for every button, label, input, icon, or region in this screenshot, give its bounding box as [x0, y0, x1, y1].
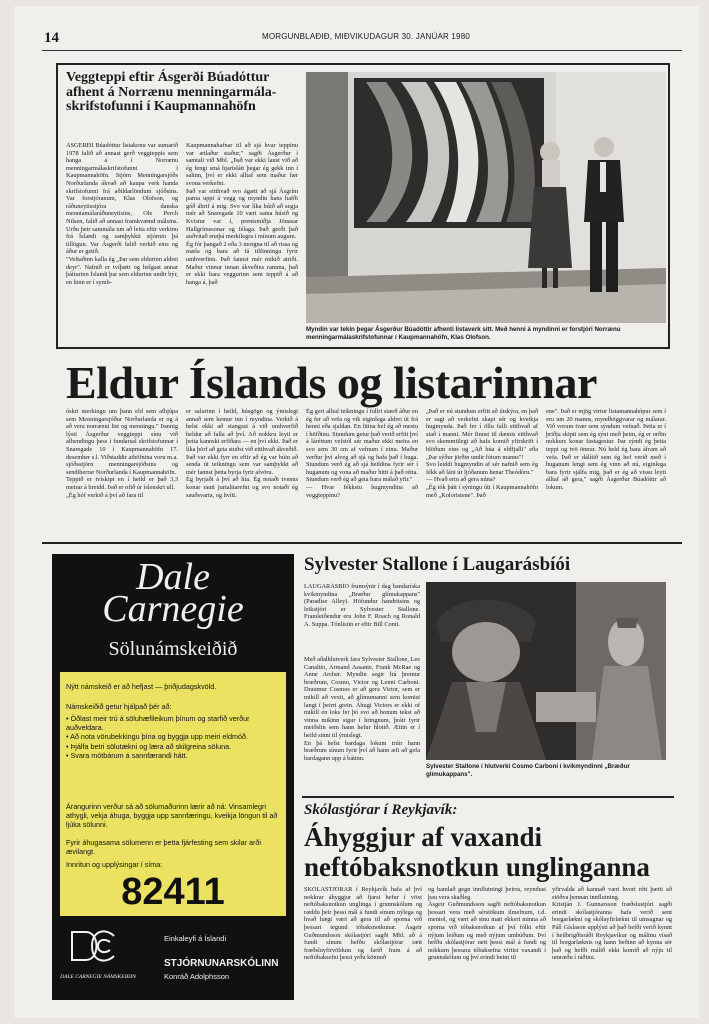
ad-body: Árangurinn verður sá að sölumaðurinn lærir að ná: Vinsamlegri athygli, vekja áhuga, byggja upp sannfæringu, kveikja löngun til að ljúka sölunni. [66, 802, 278, 830]
ad-benefit-item: • Svara mótbárum á sannfærandi hátt. [66, 750, 188, 760]
story2-column-2: er salurinn í heild, húsgögn og ýmislegt annað sem kemur inn í myndina. Verkið á helst ekki að stangast á við umhverfið heldur að falla að því. Að nokkru leyti er þetta kannski erfiðara — en því ekki. Það er líka þörf að geta stuðst við eitthvað ákveðið. Það var ekki fyrr en eftir að ég var búin að senda út teikningu sem var samþykkt að mér fannst þetta byrja fyrir alvöru. Ég byrjaði á því að lita. Ég notaði tvenns konar rautt jurtalitarefni og svo notaði ég sauðsvarta, og hvítt. [186, 408, 298, 499]
dale-carnegie-ad [52, 554, 294, 1000]
story2-column-3: Ég geri alltaf teikningu í fullri stærð áður en ég fer að vefa og vik eiginlega aldrei út frá henni eða sjaldan. En litina hef ég að mestu í höfðinu. Stundum getur það verið erfitt því á láréttum vefstól sér maður ekki meira en svo sem 30 cm af vefnum í einu. Maður verður því alveg að sjá og hafa það í huga. Stundum verð ég að sjá heildina fyrir sér í huganum og vona að maður hitti á það rétta. Stundum verð ég að geta bara málað yfir." — Hvar fékkstu hugmyndina að veggteppinu? [306, 408, 418, 499]
header-rule [42, 50, 682, 51]
newspaper-page [14, 6, 699, 1018]
story2-column-1: óskri merkingu um þann eld sem afhjúpa sem Menningarsjóður Norðurlanda er og á að vera norrænni list og menningu." Þannig lýsti Ásgerður veggteppi sínu við afhendingu þess í fundarsal skrifstofunnar í Snaregade 10 í Kaupmannahöfn 17. desember s.l. Viðstaddir athöfnina voru m.a. sjóðsstjórn menningarsjóðsins og sendiherrar Norðurlanda í Kaupmannahöfn. Teppið er tvískipt en í heild er það 3,3 metrar á breidd. Það er ofið úr íslenskri ull. „Ég hóf verkið á því að fara til [66, 408, 178, 499]
story1-column-1: ÁSGERÐI Búadóttur listakonu var sumarið 1978 falið að annast gerð veggteppis sem hanga á í Norrænu menningarmálaskrifstofunni í Kaupmannahöfn. Stjórn Menningarsjóðs Norðurlanda ákvað að kaupa verk handa skrifstofunni frá aðildarlöndum sjóðsins. Var forstjóranum, Klas Olofson, og ráðuneytisstjóra danska menntamálaráðuneytisins, Ole Perch Nilsen, falið að annast framkvæmd málsins. Urðu þeir sammála um að leita eftir verkinu frá Íslandi og samþykkti stjórnin þá tillögun. Var Ásgerði falið verkið eins og áður er getið. "Veftaðinn kalla ég „Þar sem eldurinn aldrei deyr". Nafnið er tvíþætt og helgast annar þátturinn Íslandi þar sem eldurinn undir býr, en hinn er í symb- [66, 142, 178, 286]
stallone-photo-drawing [426, 582, 666, 760]
ad-logo-caption: DALE CARNEGIE NÁMSKEIÐIN [60, 974, 136, 980]
ad-benefit-item: • Öðlast meir trú á söluhæfileikum þínum og starfið verður auðveldara. [66, 714, 250, 733]
ad-intro: Nýtt námskeið er að hefjast — þriðjudagskvöld. [66, 682, 217, 691]
stallone-lead: LAUGARÁSBÍÓ frumsýnir í dag bandaríska kvikmyndina „Bræður glímukappans" (Paradise Alley). Höfundur handritsins og leikstjóri er Sylvester Stallone. Framleiðendur eru John F. Roach og Ronald A. Suppa. Tónlistin er eftir Bill Conti. [304, 583, 420, 628]
stallone-headline: Sylvester Stallone í Laugarásbíói [304, 554, 571, 575]
ad-benefit-item: • Að nota vörubekkingu þína og byggja upp meiri eldmóð. [66, 732, 248, 742]
skola-headline: Áhyggjur af vaxandi neftóbaksnotkun unglinganna [304, 822, 650, 882]
ad-benefit-item: • Þjálfa betri sölutækni og læra að skilgreina söluna. [66, 741, 232, 751]
skola-rule [302, 796, 674, 798]
story2-column-5: ene". Það er mjög virtur listamannahópur sem í eru um 20 manns, myndhöggvarar og málarar. Við vorum tvær sem sýndum vefnað. Þetta er í þriðja skipti sem ég sýni með þeim, ég er orðin nokkurs konar fastagestur. Þar sýndi ég þetta teppi og tvö önnur. Nú held ég bara áfram að vefa. Það er dálítið sem ég hef verið með í huganum lengi sem ég vinn að nú, eiginlega bara fyrir sjálfa mig, það er ég að vissu leyti alltaf að gera," sagði Ásgerður Búadóttir að lokum. [546, 408, 666, 491]
stallone-caption: Sylvester Stallone í hlutverki Cosmo Carboni í kvikmyndinni „Bræður glímukappans". [426, 763, 630, 778]
stallone-photo [426, 582, 666, 760]
ad-info-panel [60, 672, 286, 916]
skola-column-3: yfirvalda að kannað væri hvort rétt þætti að stöðva þennan innflutning. Kristján J. Gunnarsson fræðslustjóri sagði erindi skólastjóranna hafa verið sent borgarlækni og skólayfirlækni til umsagnar og Páll Gíslason upplýsti að það hefði verið kynnt í heilbrigðisráði Reykjavíkur og málinu vísað til borgarlæknis og hann beðinn að kynna sér það og hefði málið ekki komið að nýju til umræðu í ráðinu. [552, 886, 672, 962]
story2-column-4: „Það er nú stundum erfitt að útskýra, en það er sagt að verkefni skapi sér og kveikja hugmynda. Það fer í öllu falli eitthvað af stað í manni. Mér finnst til dæmis eitthvað svo skemmtilegt að hafa komið yfirskrift í blöðum eins og „Að búa á eldfjalli" eða „Þar sýður jörðin undir fótum manns"! Svo leiddi hugmyndin af sér nafnið sem ég fékk að láni úr ljóðanum henar Theódóru." — Hvað ertu að gera núna? „Ég tók þátt í sýningu úti í Kaupmannahöfn með „Koloristene". Það [426, 408, 538, 499]
stallone-body: Með aðalhlutverk fara Sylvester Stallone, Lee Canalito, Armand Assante, Frank McRae og Anne Archer. Myndin segir frá þremur bræðrum, Cosmo, Victor og Lenni Carboni. Draumur Cosmos er að gera Victor, sem er mikill að vexti, að glímumanni sem komist langt í þeirri grein. Áhugi Victors er ekki of mikill en loks fer þó svo að honum tekst að vinna mikinn sigur í hringnum, þrátt fyrir meiðslin sem hann hefur hlotið. Ættin er í heild sinni til ýmislegt. En þá hefst bardaga lokum trúir hann bræðrum sínum fyrir því að hann æfi að gefa bardagann upp á bátinn. [304, 656, 420, 762]
story1-column-2: Kaupmannahafnar til að sjá hvar teppinu var ætlaður staður," sagði Ásgerður í samtali við Mbl. „Það var ekki laust við að ég fengi smá hjartslátt þegar ég gekk inn í salinn, því er ekki alltaf sem maður fær svona verkefni. Það var eitthvað svo ágætt að sjá Ásgrím parna uppi á vegg og myndin hans hafði góð áhrif á mig. Svo var líka búið að segja mér að Snaregade 10 væri sama húsið og Kvistur var í, prentsmiðja Jónasar Hallgrímssonar og félaga. Það gerði það auðvitað ennþá merkilegra í mínum augum. Ég fór þangað 2 eða 3 morgna til að rissa og mæla og bara að fá tilfinningu fyrir umhverfinu. Það fannst mér mikið atriði. Maður vinnur innan ákveðins ramma, það er ekki bara veggurinn sem teppið á að hanga á, það [186, 142, 298, 286]
page-number: 14 [44, 30, 59, 46]
tapestry-photo [306, 72, 666, 323]
ad-brand-dale: Dale [136, 556, 210, 598]
skola-kicker: Skólastjórar í Reykjavík: [304, 802, 458, 818]
ad-phone: 82411 [121, 871, 225, 913]
ad-brand-carnegie: Carnegie [102, 588, 244, 630]
dale-carnegie-logo [66, 926, 120, 972]
ad-help-title: Námskeiðið getur hjálpað þér að: [66, 702, 172, 711]
skola-column-2: og hamlað gegn innflutningi þeirra, reyndust þau vera skaðleg. Ásgeir Guðmundsson sagði neftóbaksnotkun þessari vera með sérstökum ilmefnum, t.d. mentol, og væri að sinu mati ekkert minna að sporna við tóbaksnotkun af því fólki eftir nýjum leiðum og með nýjum umbúðum. Því hefðu skólastjórar rætt þessi mál á fundi og nokkurn þessara tóbaksefna virtist vaxandi í grunnskólum og því erindi beint til [428, 886, 546, 962]
story2-headline: Eldur Íslands og listarinnar [66, 357, 597, 408]
ad-register: Innritun og upplýsingar í síma: [66, 860, 163, 869]
story1-headline: Veggteppi eftir Ásgerði Búadóttur afhent á Norrænu menningarmála-skrifstofunni í Kaupmannahöfn [66, 70, 277, 114]
tapestry-caption: Myndin var tekin þegar Ásgerður Búadóttir afhenti listaverk sitt. Með henni á myndinni er forstjóri Norrænu menningarmálaskrifstofunnar í Kaupmannahöfn, Klas Olofson. [306, 326, 621, 341]
paper-dateline: MORGUNBLAÐIÐ, MIÐVIKUDAGUR 30. JANÚAR 1980 [262, 32, 471, 41]
ad-subtitle: Sölunámskeiðið [108, 638, 238, 660]
ad-benefit-list [66, 714, 280, 760]
ad-person: Konráð Adolphsson [164, 972, 230, 981]
skola-column-1: SKÓLASTJÓRAR í Reykjavík hafa af því nokkrar áhyggjur að fjarst hefur í vöxt neftóbaksnotkun unglinga í grunnskólum og ræddu þeir þessi mál á fundi sínum nýlega og hvað hægt væri að gera til að sporna við þessari tegund tóbaksnotkunar. Ásgeir Guðmundsson skólastjóri sagði Mbl. að á fundi sínum hefðu skólastjórar rætt fræðsluyfirvöldum og farið fram á að neftóbaksefni þessi yrðu könnuð [304, 886, 422, 962]
ad-invite: Fyrir áhugasama sölumenn er þetta fjárfesting sem skilar arði ævilangt. [66, 838, 261, 857]
section-rule [42, 542, 682, 544]
ad-school: STJÓRNUNARSKÓLINN [164, 958, 279, 969]
tapestry-photo-drawing [306, 72, 666, 323]
ad-rights: Einkaleyfi á Íslandi [164, 934, 227, 943]
